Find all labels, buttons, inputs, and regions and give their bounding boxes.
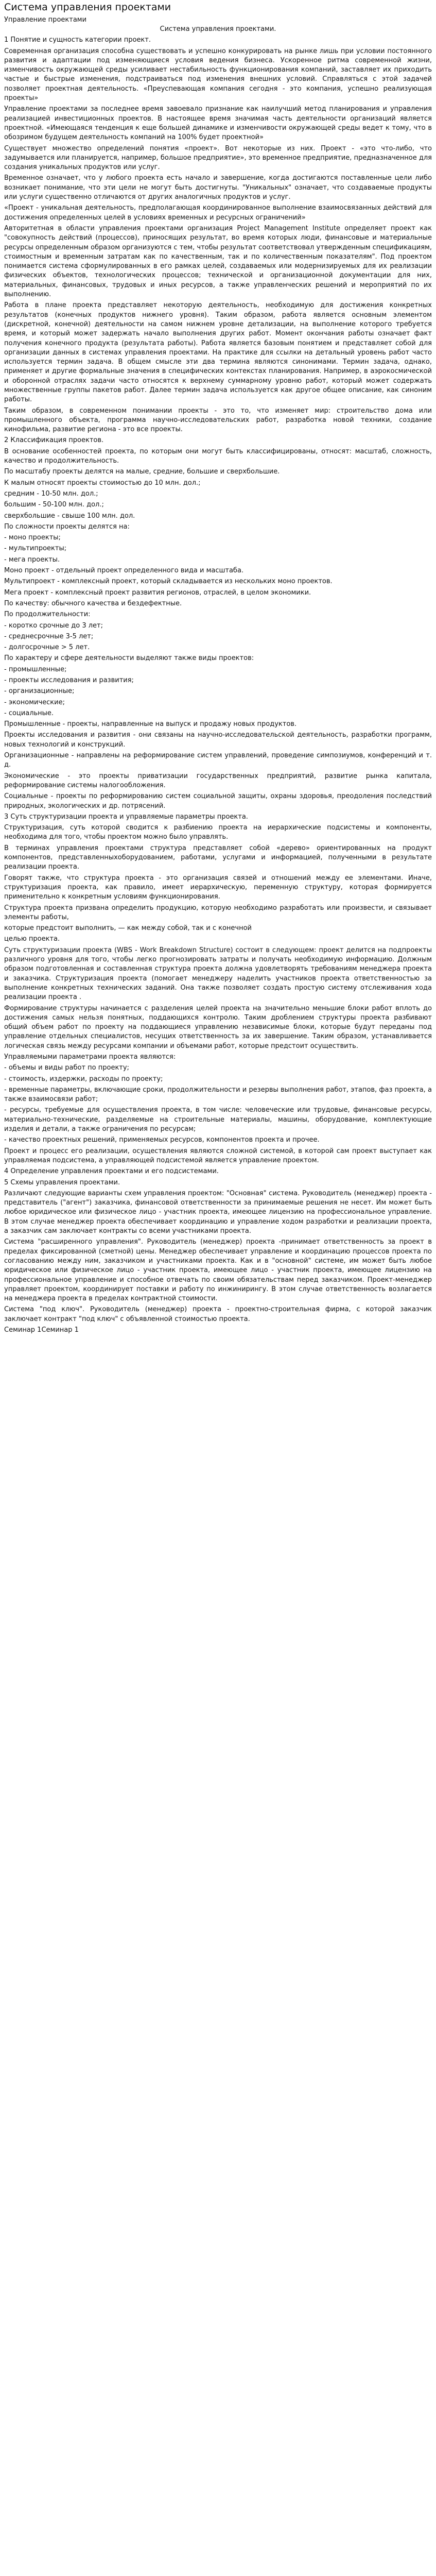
paragraph: Организационные - направлены на реформирование систем управлений, проведение симпозиумов, конференций и т. д.: [4, 752, 432, 769]
paragraph: сверхбольшие - свыше 100 млн. дол.: [4, 512, 135, 520]
paragraph: Работа в плане проекта представляет некоторую деятельность, необходимую для достижения конкретных результатов (конечных продуктов нижнего уровня). Таким образом, работа является основным элементом (дискретной, конечной) деятельности на самом нижнем уровне детализации, на выполнение которого требуется время, и который может задержать начало выполнения других работ. Момент окончания работы означает факт получения конечного продукта (результата работы). Работа является базовым понятием и представляет собой для организации данных в системах управления проектами. На практике для ссылки на детальный уровень работ часто используется термин задача. В общем смысле эти два термина являются синонимами. Термин задача, однако, применяет и другие формальные значения в специфических контекстах планирования. Например, в аэрокосмической и оборонной отраслях задачи часто относятся к верхнему суммарному уровню работ, который может содержать множественные группы пакетов работ. Далее термин задача используется как другое общее описание, как синоним работы.: [4, 301, 432, 404]
paragraph: Различают следующие варианты схем управления проектом: "Основная" система. Руководитель (менеджер) проекта - представитель ("агент") заказчика, финансовой ответственности за принимаемые решения не несет. Им может быть любое юридическое или физическое лицо - участник проекта, имеющее лицензию на профессиональное управление. В этом случае менеджер проекта обеспечивает координацию и управление ходом разработки и реализации проекта, а заказчик сам заключает контракты со всеми участниками проекта.: [4, 1189, 432, 1235]
paragraph: Моно проект - отдельный проект определенного вида и масштаба.: [4, 567, 244, 575]
paragraph: которые предстоит выполнить, — как между собой, так и с конечной: [4, 924, 252, 933]
paragraph: 3 Суть структуризации проекта и управляемые параметры проекта.: [4, 812, 248, 821]
paragraph: Система "расширенного управления". Руководитель (менеджер) проекта -принимает ответственность за проект в пределах фиксированной (сметной) цены. Менеджер обеспечивает управление и координацию процессов проекта по согласованию между ним, заказчиком и участниками проекта. Как и в "основной" системе, им может быть любое юридическое или физическое лицо - участник проекта, имеющее лицо - участник проекта, имеющее лицензию на профессиональное управление и способное отвечать по своим обязательствам перед заказчиком. Проект-менеджер управляет проектом, координирует поставки и работу по инжинирингу. В этом случае ответственность возлагается на менеджера проекта в пределах контрактной стоимости.: [4, 1238, 432, 1303]
paragraph: - мега проекты.: [4, 555, 60, 564]
paragraph: - экономические;: [4, 698, 65, 706]
paragraph: Мультипроект - комплексный проект, который складывается из нескольких моно проектов.: [4, 578, 333, 586]
paragraph: большим - 50-100 млн. дол.;: [4, 501, 104, 509]
paragraph: По масштабу проекты делятся на малые, средние, большие и сверхбольшие.: [4, 468, 280, 476]
paragraph: 5 Схемы управления проектами.: [4, 1178, 120, 1187]
paragraph: Говорят также, что структура проекта - это организация связей и отношений между ее элементами. Иначе, структуризация проекта, как правило, имеет иерархическую, переменную структуру, которая формируется применительно к конкретным условиям функционирования.: [4, 874, 432, 901]
document-body: [4, 25, 432, 1335]
page-title: Система управления проектами: [4, 2, 171, 13]
paragraph: Структуризация, суть которой сводится к разбиению проекта на иерархические подсистемы и компоненты, необходима для того, чтобы проектом можно было управлять.: [4, 824, 432, 841]
paragraph: 4 Определение управления проектами и его подсистемами.: [4, 1167, 219, 1176]
paragraph: - проекты исследования и развития;: [4, 676, 134, 684]
paragraph: - организационные;: [4, 687, 75, 696]
paragraph: Проект и процесс его реализации, осуществления являются сложной системой, в которой сам проект выступает как управляемая подсистема, а управляющей подсистемой является управление проектом.: [4, 1147, 432, 1164]
paragraph: средним - 10-50 млн. дол.;: [4, 489, 98, 498]
paragraph: Социальные - проекты по реформированию систем социальной защиты, охраны здоровья, преодоления последствий природных, экологических и др. потрясений.: [4, 792, 432, 810]
paragraph: В терминах управления проектами структура представляет собой «дерево» ориентированных на продукт компонентов, представленныхоборудованием, работами, услугами и информацией, полученными в результате реализации проекта.: [4, 844, 432, 871]
paragraph: «Проект - уникальная деятельность, предполагающая координированное выполнение взаимосвязанных действий для достижения определенных целей в условиях временных и ресурсных ограничений»: [4, 204, 432, 222]
paragraph: Экономические - это проекты приватизации государственных предприятий, развитие рынка капитала, реформирование системы налогообложения.: [4, 772, 432, 789]
paragraph: Управляемыми параметрами проекта являются:: [4, 1053, 176, 1061]
paragraph: Проекты исследования и развития - они связаны на научно-исследовательской деятельность, разработки программ, новых технологий и конструкций.: [4, 731, 432, 749]
paragraph: 1 Понятие и сущность категории проект.: [4, 36, 151, 44]
paragraph: Система "под ключ". Руководитель (менеджер) проекта - проектно-строительная фирма, с которой заказчик заключает контракт "под ключ" с объявленной стоимостью проекта.: [4, 1306, 432, 1323]
paragraph: - стоимость, издержки, расходы по проекту;: [4, 1075, 163, 1083]
paragraph: По продолжительности:: [4, 611, 91, 619]
paragraph: Существует множество определений понятия «проект». Вот некоторые из них. Проект - «это что-либо, что задумывается или планируется, например, большое предприятие», это временное предприятие, предназначенное для создания уникальных продуктов или услуг.: [4, 144, 432, 172]
paragraph: Система управления проектами.: [160, 25, 276, 33]
page-subtitle: Управление проектами: [4, 16, 87, 24]
paragraph: 2 Классификация проектов.: [4, 436, 104, 445]
paragraph: - объемы и виды работ по проекту;: [4, 1064, 129, 1072]
paragraph: Структура проекта призвана определить продукцию, которую необходимо разработать или произвести, и связывает элементы работы,: [4, 904, 432, 921]
paragraph: - временные параметры, включающие сроки, продолжительности и резервы выполнения работ, этапов, фаз проекта, а также взаимосвязи работ;: [4, 1086, 432, 1104]
paragraph: Временное означает, что у любого проекта есть начало и завершение, когда достигаются поставленные цели либо возникает понимание, что эти цели не могут быть достигнуты. "Уникальных" означает, что создаваемые продукты или услуги существенно отличаются от других аналогичных продуктов и услуг.: [4, 174, 432, 201]
paragraph: Мега проект - комплексный проект развития регионов, отраслей, в целом экономики.: [4, 588, 311, 597]
paragraph: целью проекта.: [4, 935, 60, 943]
paragraph: - среднесрочные 3-5 лет;: [4, 632, 94, 640]
paragraph: Таким образом, в современном понимании проекты - это то, что изменяет мир: строительство дома или промышленного объекта, программа научно-исследовательских работ, разработка новой техники, создание кинофильма, развитие региона - это все проекты.: [4, 406, 432, 434]
paragraph: - моно проекты;: [4, 534, 61, 542]
paragraph: - промышленные;: [4, 665, 67, 673]
paragraph: Промышленные - проекты, направленные на выпуск и продажу новых продуктов.: [4, 720, 297, 728]
paragraph: - мультипроекты;: [4, 545, 67, 553]
paragraph: По качеству: обычного качества и бездефектные.: [4, 599, 182, 607]
paragraph: - социальные.: [4, 709, 54, 717]
paragraph: Формирование структуры начинается с разделения целей проекта на значительно меньшие блоки работ вплоть до достижения самых нельзя понятных, поддающихся контролю. Таким дроблением структуры проекта разбивают общий объем работ по проекту на поддающиеся управлению независимые блоки, которые будут переданы под управление отдельных специалистов, несущих ответственность за их завершение. Таким образом, устанавливается логическая связь между ресурсами компании и объемами работ, которые предстоит осуществить.: [4, 1004, 432, 1050]
paragraph: В основание особенностей проекта, по которым они могут быть классифицированы, относят: масштаб, сложность, качество и продолжительность.: [4, 447, 432, 465]
paragraph: По сложности проекты делятся на:: [4, 522, 130, 531]
paragraph: Суть структуризации проекта (WBS - Work Breakdown Structure) состоит в следующем: проект делится на подпроекты различного уровня для того, чтобы легко прогнозировать затраты и получать необходимую информацию. Должным образом подготовленная и составленная структура проекта должна удовлетворять требованиям менеджера проекта и заказчика. Структуризация проекта (помогает менеджеру наделить участников проекта ответственностью за выполнение конкретных технических заданий. Она также позволяет создать простую систему отслеживания хода реализации проекта .: [4, 946, 432, 1002]
paragraph: Современная организация способна существовать и успешно конкурировать на рынке лишь при условии постоянного развития и адаптации под изменяющиеся условия ведения бизнеса. Ускоренное ритма современной жизни, изменчивость окружающей среды усиливает нестабильность функционирования компаний, заставляет их приходить частые и быстрые изменения, подстраиваться под изменения внешних условий. Справляться с этой задачей позволяет проектная деятельность. «Преуспевающая компания сегодня - это компания, успешно реализующая проекты»: [4, 47, 432, 103]
paragraph: Авторитетная в области управления проектами организация Project Management Institute определяет проект как "совокупность действий (процессов), приносящих результат, во время которых люди, финансовые и материальные ресурсы определенным образом организуются с тем, чтобы результат соответствовал утвержденным спецификациям, стоимостным и временным затратам как по качественным, так и по количественным показателям". Под проектом понимается система сформулированных в его рамках целей, создаваемых или модернизируемых для их реализации физических объектов, технологических процессов; технической и организационной документации для них, материальных, финансовых, трудовых и иных ресурсов, а также управленческих решений и мероприятий по их выполнению.: [4, 224, 432, 299]
paragraph: Семинар 1Семинар 1: [4, 1326, 79, 1334]
paragraph: - ресурсы, требуемые для осуществления проекта, в том числе: человеческие или трудовые, финансовые ресурсы, материально-технические, разделяемые на строительные материалы, машины, оборудование, комплектующие изделия и детали, а также ограничения по ресурсам;: [4, 1106, 432, 1133]
paragraph: - долгосрочные > 5 лет.: [4, 643, 90, 652]
paragraph: - коротко срочные до 3 лет;: [4, 621, 103, 630]
paragraph: К малым относят проекты стоимостью до 10 млн. дол.;: [4, 479, 201, 487]
paragraph: - качество проектных решений, применяемых ресурсов, компонентов проекта и прочее.: [4, 1136, 320, 1144]
paragraph: По характеру и сфере деятельности выделяют также виды проектов:: [4, 654, 254, 663]
paragraph: Управление проектами за последнее время завоевало признание как наилучший метод планирования и управления реализацией инвестиционных проектов. В настоящее время значимая часть деятельности организаций является проектной. «Имеющаяся тенденция к еще большей динамике и изменчивости окружающей среды ведет к тому, что в обозримом будущем деятельность компаний на 100% будет проектной»: [4, 105, 432, 142]
